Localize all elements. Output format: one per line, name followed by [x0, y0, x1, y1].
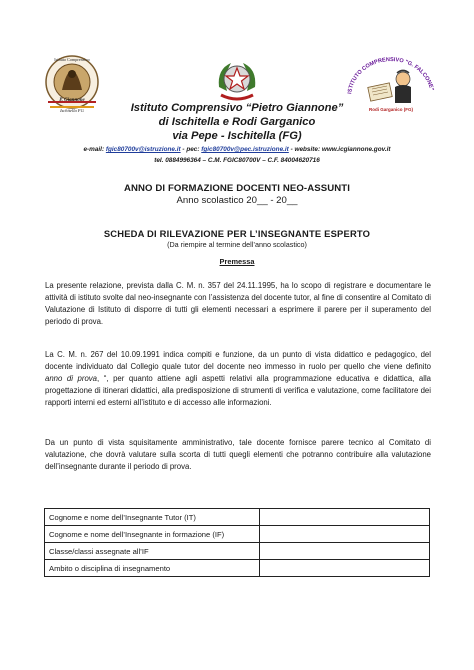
- table-label-cell: Cognome e nome dell’Insegnante in formazione (IF): [45, 526, 260, 543]
- table-value-cell[interactable]: [259, 509, 429, 526]
- pec-link[interactable]: fgic80700v@pec.istruzione.it: [201, 146, 289, 153]
- section-heading-premessa: Premessa: [219, 257, 255, 266]
- table-row: [45, 526, 430, 543]
- school-location: di Ischitella e Rodi Garganico: [158, 116, 316, 128]
- table-row: [45, 543, 430, 560]
- table-value-cell[interactable]: [259, 560, 429, 577]
- school-year: Anno scolastico 20__ - 20__: [176, 195, 298, 206]
- italian-republic-emblem-icon: [213, 57, 261, 103]
- table-value-cell[interactable]: [259, 543, 429, 560]
- email-link[interactable]: fgic80700v@istruzione.it: [105, 146, 181, 153]
- website-text: - website: www.icgiannone.gov.it: [288, 146, 391, 153]
- document-title: ANNO DI FORMAZIONE DOCENTI NEO-ASSUNTI: [123, 183, 351, 194]
- svg-text:Istituto Comprensivo: Istituto Comprensivo: [54, 57, 90, 62]
- paragraph-text: , “, per quanto attiene agli aspetti relativi alla programmazione educativa e didattica, alla progettazione di itinerari didattici, alla predisposizione di strumenti di verifica e valutazione, come facilitatore dei rapporti interni ed esterni all’istituto e di accesso alle informazioni.: [45, 374, 432, 408]
- table-label-cell: Ambito o disciplina di insegnamento: [45, 560, 260, 577]
- school-name: Istituto Comprensivo “Pietro Giannone”: [130, 102, 344, 114]
- table-row: [45, 509, 430, 526]
- table-label-cell: Cognome e nome dell’Insegnante Tutor (IT): [45, 509, 260, 526]
- svg-text:Rodi Garganico (FG): Rodi Garganico (FG): [368, 107, 414, 112]
- paragraph-intro: La presente relazione, prevista dalla C. M. n. 357 del 24.11.1995, ha lo scopo di registrare e documentare le attività di istituto svolte dal neo-insegnante con l’assistenza del docente tutor, al fine di consentire al Comitato di Valutazione di Istituto di disporre di tutti gli elementi necessari a esprimere il parere per il superamento del periodo di prova.: [45, 281, 431, 327]
- paragraph-tutor-role: [45, 349, 431, 409]
- pec-label: - pec:: [180, 146, 202, 153]
- email-label: e-mail:: [83, 146, 106, 153]
- table-label-cell: Classe/classi assegnate all’IF: [45, 543, 260, 560]
- contact-line: [0, 146, 474, 153]
- school-address: via Pepe - Ischitella (FG): [172, 130, 302, 142]
- paragraph-emphasis: anno di prova: [45, 374, 98, 384]
- form-subtitle: (Da riempire al termine dell’anno scolastico): [167, 240, 307, 249]
- svg-text:Ischitella FG: Ischitella FG: [60, 108, 84, 113]
- svg-text:P. Giannone: P. Giannone: [59, 98, 85, 103]
- paragraph-text: La C. M. n. 267 del 10.09.1991 indica compiti e funzione, da un punto di vista didattico e pedagogico, del docente individuato dal Collegio quale tutor del docente neo immesso in ruolo per quello che viene definito: [45, 350, 431, 372]
- form-title: SCHEDA DI RILEVAZIONE PER L’INSEGNANTE ESPERTO: [103, 228, 371, 239]
- phone-code-line: tel. 0884996364 – C.M. FGIC80700V – C.F. 84004620716: [154, 157, 320, 164]
- table-value-cell[interactable]: [259, 526, 429, 543]
- svg-text:ISTITUTO COMPRENSIVO "G. FALCO: ISTITUTO COMPRENSIVO "G. FALCONE": [347, 57, 435, 95]
- info-table: [44, 508, 430, 577]
- paragraph-administrative: Da un punto di vista squisitamente amministrativo, tale docente fornisce parere tecnico al Comitato di valutazione, che dovrà valutare sulla scorta di tutti quegli elementi che potranno contribuire alla valutazione dell’insegnante durante il periodo di prova.: [45, 438, 431, 472]
- table-row: [45, 560, 430, 577]
